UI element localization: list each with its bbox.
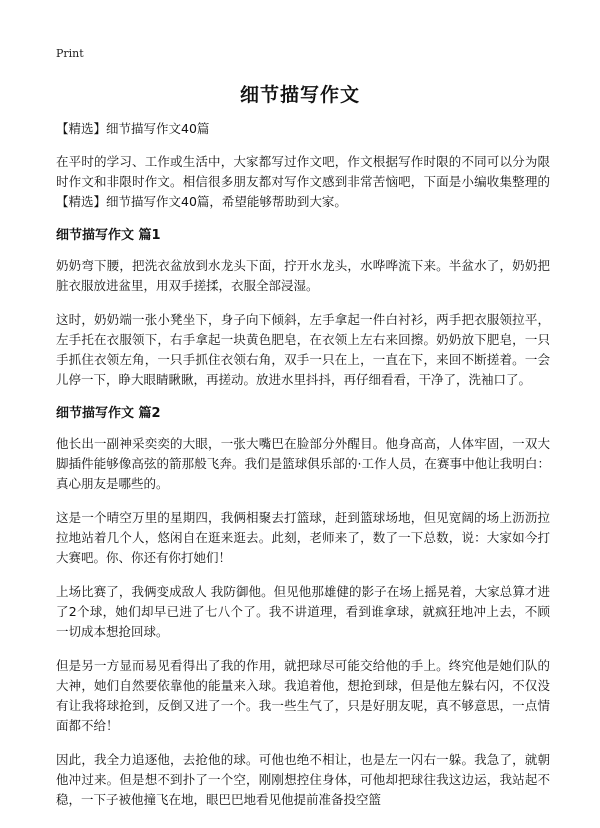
print-label: Print: [56, 47, 84, 60]
section-1-paragraph-2: 这时，奶奶端一张小凳坐下，身子向下倾斜，左手拿起一件白衬衫，两手把衣服领拉平，左手托在衣服领下，右手拿起一块黄色肥皂，在衣领上左右来回擦。奶奶放下肥皂，一只手抓住衣领左角，一只手抓住衣领右角，双手一只在上，一直在下，来回不断搓着。一会儿停一下，睁大眼睛瞅瞅，再搓动。放进水里抖抖，再仔细看看，干净了，洗袖口了。: [56, 312, 550, 387]
document-subtitle: 【精选】细节描写作文40篇: [56, 121, 210, 136]
intro-paragraph: 在平时的学习、工作或生活中，大家都写过作文吧，作文根据写作时限的不同可以分为限时作文和非限时作文。相信很多朋友都对写作文感到非常苦恼吧，下面是小编收集整理的【精选】细节描写作文40篇，希望能够帮助到大家。: [56, 154, 550, 209]
document-body: [56, 120, 550, 824]
section-heading-1: 细节描写作文 篇1: [56, 228, 161, 243]
section-1-paragraph-1: 奶奶弯下腰，把洗衣盆放到水龙头下面，拧开水龙头，水哗哗流下来。半盆水了，奶奶把脏衣服放进盆里，用双手搓揉，衣服全部浸湿。: [56, 258, 550, 293]
section-2-paragraph-1: 他长出一副神采奕奕的大眼，一张大嘴巴在脸部分外醒目。他身高高，人体牢固，一双大脚插件能够像高弦的箭那般飞奔。我们是篮球俱乐部的·工作人员，在赛事中他让我明白：真心朋友是哪些的。: [56, 436, 550, 491]
section-2-paragraph-4: 但是另一方显而易见看得出了我的作用，就把球尽可能交给他的手上。终究他是她们队的大神，她们自然要依靠他的能量来入球。我追着他，想抢到球，但是他左躲右闪，不仅没有让我将球抢到，反倒又进了一个。我一些生气了，只是好朋友呢，真不够意思，一点情面都不给！: [56, 658, 550, 733]
section-2-paragraph-3: 上场比赛了，我俩变成敌人 我防御他。但见他那雄健的影子在场上摇晃着，大家总算才进了2个球，她们却早已进了七八个了。我不讲道理，看到谁拿球，就疯狂地冲上去，不顾一切成本想抢回球。: [56, 584, 550, 639]
document-title: 细节描写作文: [239, 84, 360, 106]
section-2-paragraph-5: 因此，我全力追逐他，去抢他的球。可他也绝不相让，也是左一闪右一躲。我急了，就朝他冲过来。但是想不到扑了一个空，刚刚想控住身体，可他却把球往我这边运，我站起不稳，一下子被他撞飞在地，眼巴巴地看见他提前准备投空篮: [56, 752, 550, 807]
section-heading-2: 细节描写作文 篇2: [56, 406, 161, 421]
section-2-paragraph-2: 这是一个晴空万里的星期四，我俩相聚去打篮球，赶到篮球场地，但见宽阔的场上沥沥拉拉地站着几个人，悠闲自在逛来逛去。此刻，老师来了，数了一下总数，说：大家如今打大赛吧。你、你还有你打她们！: [56, 510, 550, 565]
